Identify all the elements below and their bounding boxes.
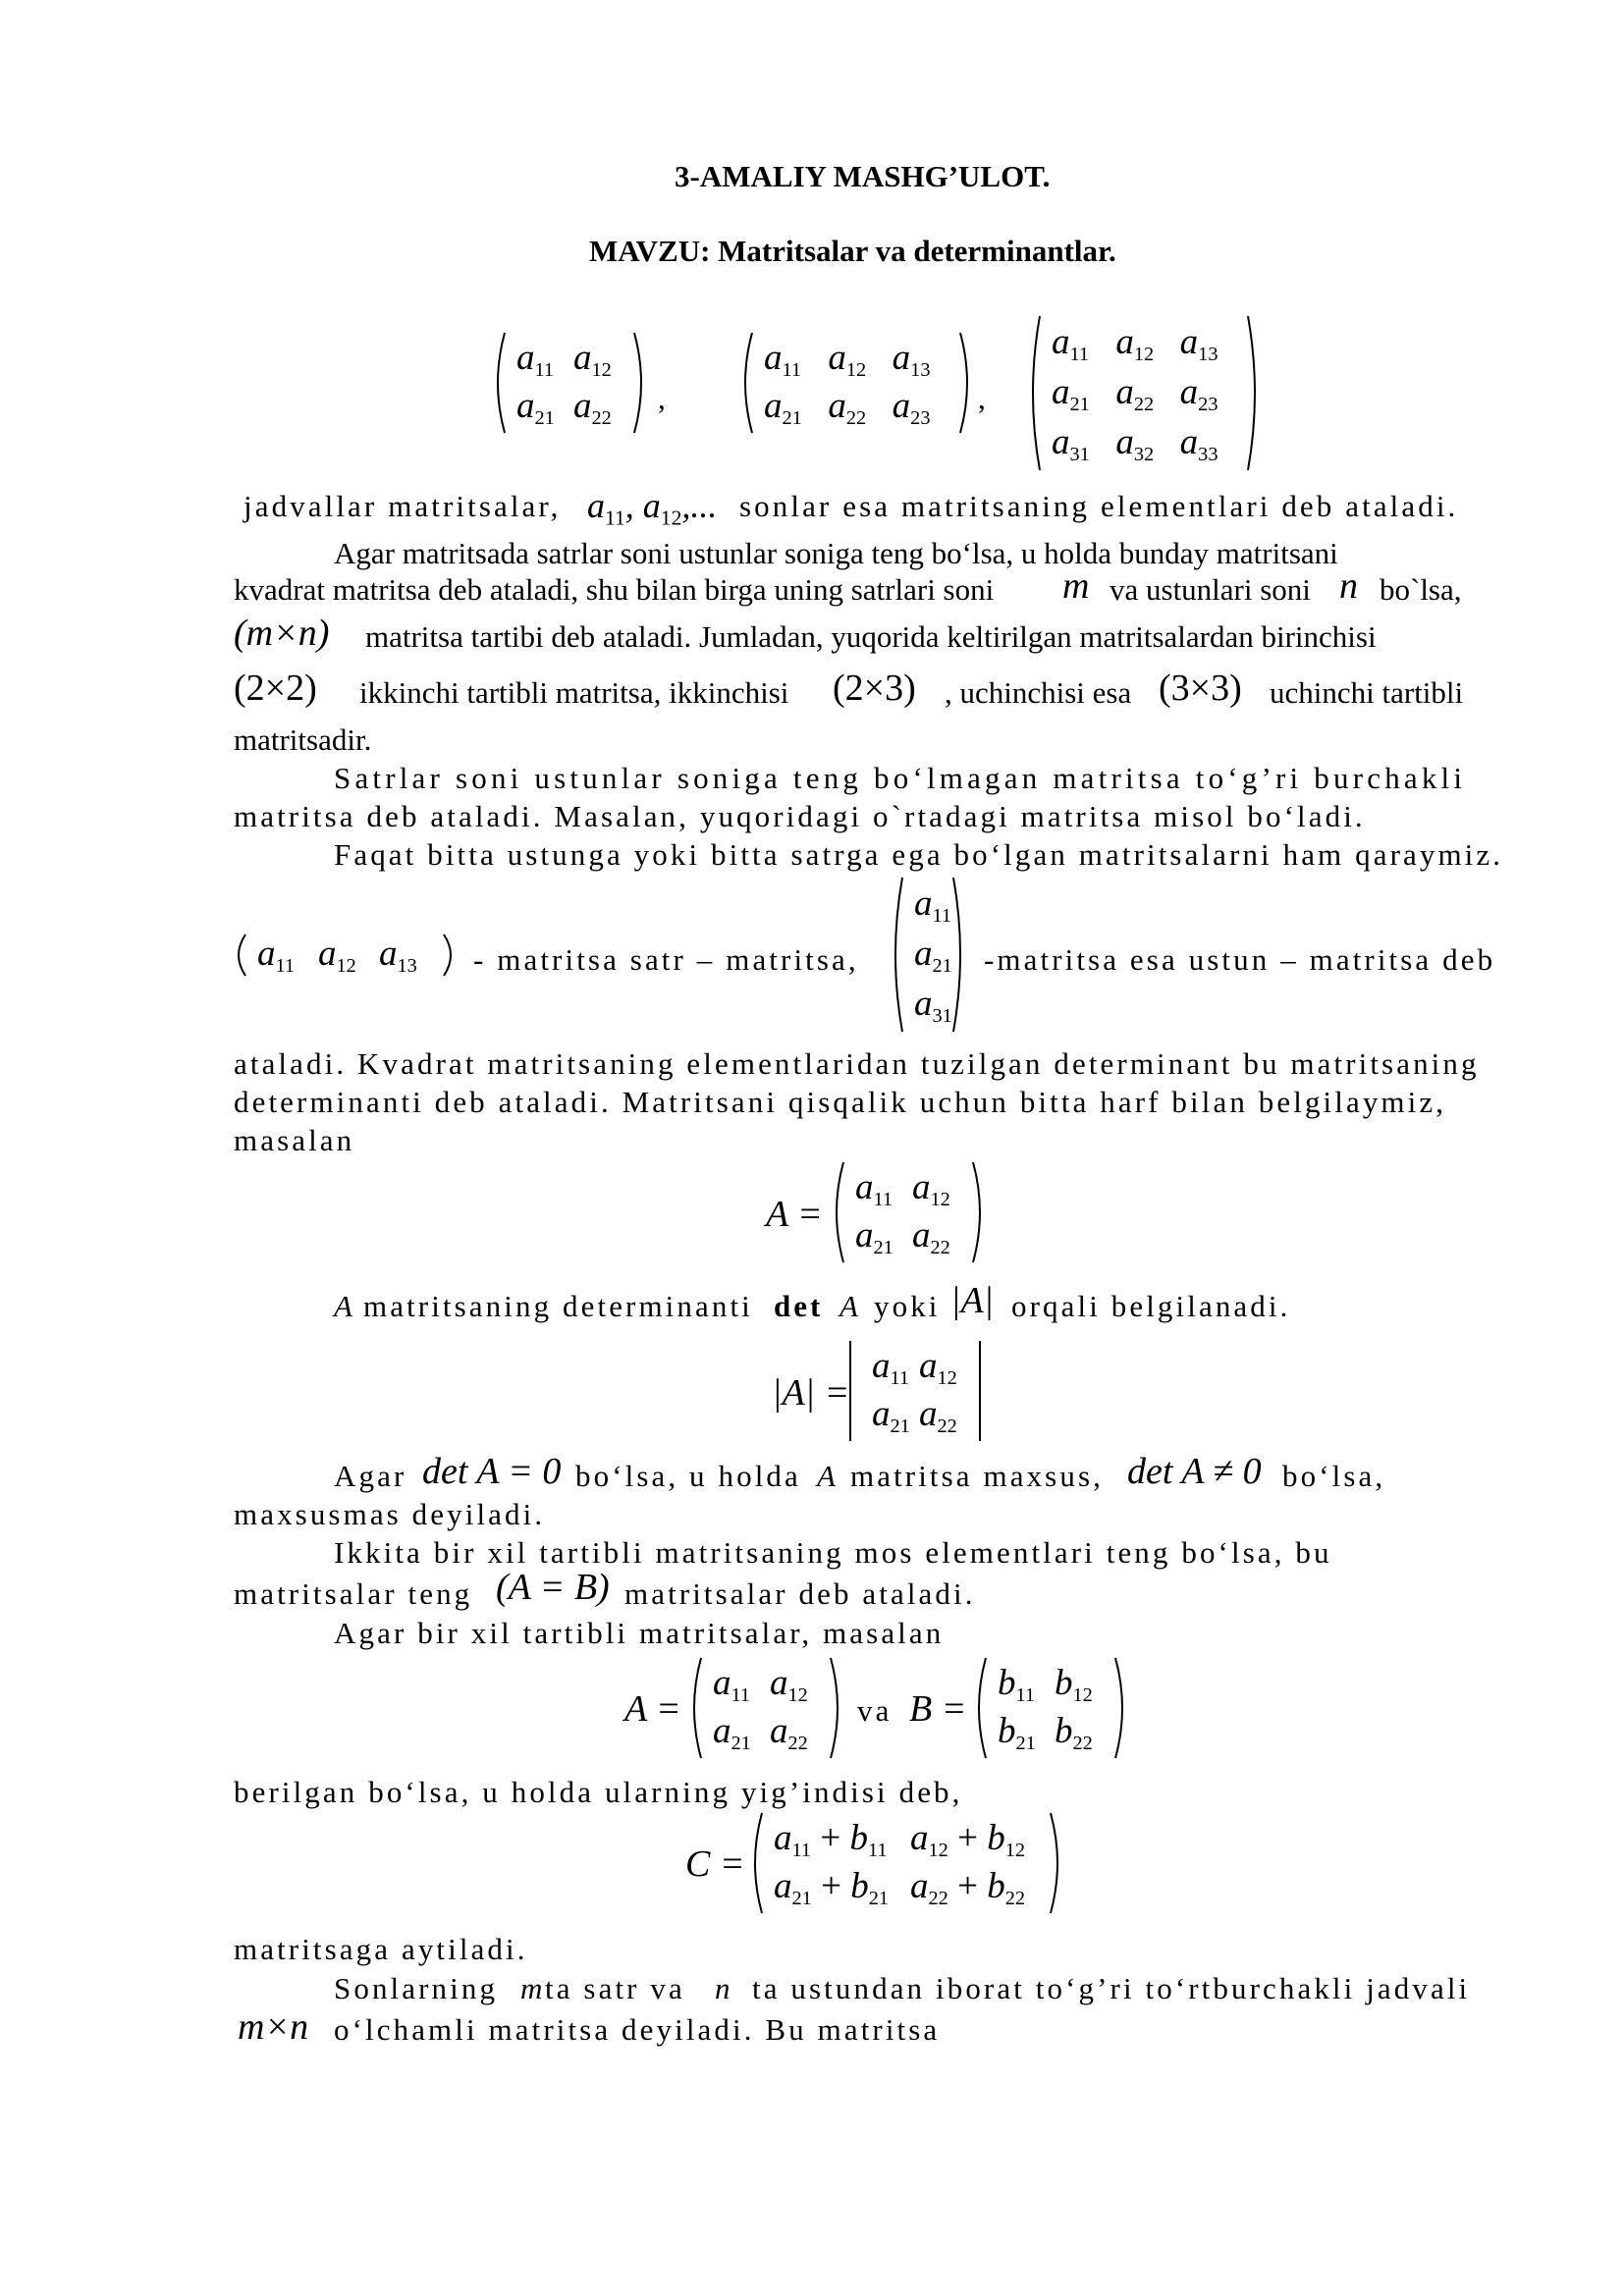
text-line: bo‘lsa, u holda — [575, 1459, 801, 1493]
text-line: bo`lsa, — [1380, 572, 1462, 607]
text-line: determinanti deb ataladi. Matritsani qisqalik uchun bitta harf bilan belgilaymiz, — [234, 1085, 1447, 1119]
text-line: matritsa deb ataladi. Masalan, yuqoridagi o`rtadagi matritsa misol bo‘ladi. — [234, 799, 1366, 833]
matrix-brackets — [830, 1158, 987, 1266]
matrix-cell: $b_{22}$ — [1055, 1710, 1093, 1754]
matrix-cell: $a_{11}$ — [764, 337, 802, 381]
math-n: n — [715, 1971, 731, 2005]
comma: , — [658, 381, 666, 415]
matrix-cell: $a_{13}$ — [379, 934, 417, 978]
matrix-cell: $a_{33}$ — [1179, 421, 1218, 465]
matrix-cell: $b_{11}$ — [998, 1662, 1036, 1706]
matrix-cell: $a_{13}$ — [892, 337, 931, 381]
text-line: matritsadir. — [234, 722, 372, 757]
matrix-brackets — [491, 329, 648, 437]
matrix-cell: $a_{22}$ — [919, 1393, 957, 1437]
matrix-cell: $a_{31}$ — [1052, 421, 1090, 465]
text-line: ta ustundan iborat to‘g’ri to‘rtburchakli jadvali — [752, 1971, 1471, 2005]
matrix-cell: $a_{32}$ — [1115, 421, 1155, 465]
math-A: A — [334, 1289, 352, 1323]
matrix-cell: $a_{21}$ — [872, 1393, 910, 1437]
math-2x2: (2×2) — [234, 667, 317, 709]
matrix-cell: $a_{13}$ — [1179, 321, 1218, 365]
matrix-2x3 — [738, 329, 974, 437]
matrix-brackets — [972, 1654, 1129, 1762]
math-3x3: (3×3) — [1159, 667, 1242, 709]
text-line: matritsalar deb ataladi. — [624, 1576, 976, 1611]
text-line: ikkinchi tartibli matritsa, ikkinchisi — [359, 675, 789, 710]
matrix-cell: $a_{31}$ — [914, 983, 952, 1027]
text-line: matritsa maxsus, — [850, 1459, 1104, 1493]
matrix-brackets — [687, 1654, 844, 1762]
page-title: 3-AMALIY MASHG’ULOT. — [675, 159, 1051, 193]
matrix-cell: $a_{12}$ — [912, 1166, 950, 1210]
text-line: Sonlarning — [334, 1971, 499, 2005]
matrix-C — [748, 1809, 1064, 1917]
matrix-B — [972, 1654, 1129, 1762]
matrix-cell: $a_{22}$ — [770, 1710, 808, 1754]
matrix-cell: $a_{21}$ — [1052, 371, 1090, 415]
math-A: A = — [766, 1194, 823, 1235]
matrix-cell: $a_{21} + b_{21}$ — [774, 1865, 890, 1909]
matrix-cell: $a_{22}$ — [1115, 371, 1155, 415]
matrix-cell: $a_{11}$ — [1052, 321, 1090, 365]
matrix-cell: $a_{23}$ — [1179, 371, 1218, 415]
text-line: uchinchi tartibli — [1270, 675, 1464, 710]
matrix-cell: $a_{21}$ — [764, 385, 802, 429]
math-A: A — [839, 1289, 858, 1323]
text-line: Ikkita bir xil tartibli matritsaning mos elementlari teng bo‘lsa, bu — [334, 1535, 1332, 1570]
text-line: kvadrat matritsa deb ataladi, shu bilan birga uning satrlari soni — [234, 572, 995, 607]
text-line: berilgan bo‘lsa, u holda ularning yig’indisi deb, — [234, 1775, 963, 1809]
math-n: n — [1339, 565, 1358, 607]
matrix-cell: $a_{12}$ — [770, 1662, 808, 1706]
text-line: va ustunlari soni — [1110, 572, 1311, 607]
math-A: A = — [624, 1688, 681, 1730]
matrix-cell: $a_{11} + b_{11}$ — [774, 1817, 888, 1861]
text-line: bo‘lsa, — [1282, 1459, 1386, 1493]
column-matrix — [889, 874, 967, 1036]
math-detAne0: det A ≠ 0 — [1127, 1451, 1262, 1492]
matrix-cell: $a_{21}$ — [516, 385, 555, 429]
math-mxn: (m×n) — [234, 613, 330, 654]
text-line: sonlar esa matritsaning elementlari deb ataladi. — [739, 489, 1459, 523]
text-line: orqali belgilanadi. — [1011, 1289, 1291, 1323]
matrix-cell: $a_{11}$ — [872, 1345, 910, 1389]
matrix-A — [687, 1654, 844, 1762]
matrix-cell: $a_{12} + b_{12}$ — [910, 1817, 1026, 1861]
math-absA: |A| — [950, 1280, 995, 1321]
text-line: - matritsa satr – matritsa, — [473, 942, 859, 977]
matrix-A — [830, 1158, 987, 1266]
matrix-2x2 — [491, 329, 648, 437]
math-elements: $a_{11}$, $a_{12}$,... — [587, 486, 718, 530]
text-line: -matritsa esa ustun – matritsa deb — [984, 942, 1496, 977]
determinant-A — [846, 1337, 984, 1445]
text-line: Agar bir xil tartibli matritsalar, masalan — [334, 1616, 945, 1650]
text-line: Agar matritsada satrlar soni ustunlar soniga teng bo‘lsa, u holda bunday matritsani — [334, 536, 1338, 570]
math-m: m — [520, 1971, 543, 2005]
math-detA0: det A = 0 — [422, 1451, 562, 1492]
text-line: , uchinchisi esa — [945, 675, 1132, 710]
text-line: Faqat bitta ustunga yoki bitta satrga ega bo‘lgan matritsalarni ham qaraymiz. — [334, 837, 1504, 872]
text-line: ataladi. Kvadrat matritsaning elementlaridan tuzilgan determinant bu matritsaning — [234, 1046, 1480, 1081]
text-line: o‘lchamli matritsa deyiladi. Bu matritsa — [334, 2012, 941, 2047]
matrix-cell: $b_{12}$ — [1055, 1662, 1093, 1706]
matrix-cell: $a_{22} + b_{22}$ — [910, 1865, 1026, 1909]
matrix-cell: $a_{11}$ — [855, 1166, 893, 1210]
text-line: masalan — [234, 1123, 355, 1157]
row-matrix — [232, 931, 458, 980]
matrix-cell: $a_{12}$ — [919, 1345, 957, 1389]
det-word: det — [774, 1289, 824, 1323]
math-A: A — [817, 1459, 836, 1493]
matrix-3x3 — [1026, 312, 1262, 474]
matrix-cell: $a_{22}$ — [912, 1214, 950, 1258]
matrix-cell: $a_{11}$ — [516, 337, 555, 381]
matrix-cell: $a_{22}$ — [573, 385, 612, 429]
comma: , — [978, 381, 986, 415]
matrix-cell: $a_{12}$ — [828, 337, 867, 381]
matrix-cell: $a_{11}$ — [914, 882, 952, 927]
matrix-cell: $a_{11}$ — [713, 1662, 751, 1706]
text-line: matritsaning determinanti — [363, 1289, 753, 1323]
math-B: B = — [909, 1688, 967, 1730]
text-line: matritsalar teng — [234, 1576, 473, 1611]
text-line: va — [857, 1693, 893, 1728]
text-line: ta satr va — [545, 1971, 685, 2005]
text-line: Satrlar soni ustunlar soniga teng bo‘lmagan matritsa to‘g’ri burchakli — [334, 761, 1467, 795]
matrix-cell: $a_{12}$ — [573, 337, 612, 381]
text-line: maxsusmas deyiladi. — [234, 1497, 546, 1531]
text-line: jadvallar matritsalar, — [244, 489, 562, 523]
matrix-cell: $b_{21}$ — [998, 1710, 1036, 1754]
matrix-cell: $a_{21}$ — [855, 1214, 893, 1258]
matrix-cell: $a_{22}$ — [828, 385, 867, 429]
math-mxn: m×n — [238, 2006, 309, 2048]
matrix-cell: $a_{12}$ — [318, 934, 356, 978]
math-AeqB: (A = B) — [496, 1567, 610, 1608]
text-line: Agar — [334, 1459, 407, 1493]
math-2x3: (2×3) — [833, 667, 916, 709]
determinant-bars — [846, 1337, 984, 1445]
math-C: C = — [685, 1843, 745, 1885]
matrix-cell: $a_{23}$ — [892, 385, 931, 429]
matrix-cell: $a_{21}$ — [914, 933, 952, 977]
math-m: m — [1062, 565, 1090, 607]
matrix-cell: $a_{11}$ — [257, 934, 296, 978]
matrix-cell: $a_{21}$ — [713, 1710, 751, 1754]
matrix-cell: $a_{12}$ — [1115, 321, 1155, 365]
text-line: matritsaga aytiladi. — [234, 1932, 528, 1966]
topic-heading: MAVZU: Matritsalar va determinantlar. — [589, 234, 1116, 268]
text-line: yoki — [874, 1289, 941, 1323]
text-line: matritsa tartibi deb ataladi. Jumladan, yuqorida keltirilgan matritsalardan birinchisi — [365, 619, 1377, 654]
math-absA: |A| = — [772, 1372, 850, 1414]
